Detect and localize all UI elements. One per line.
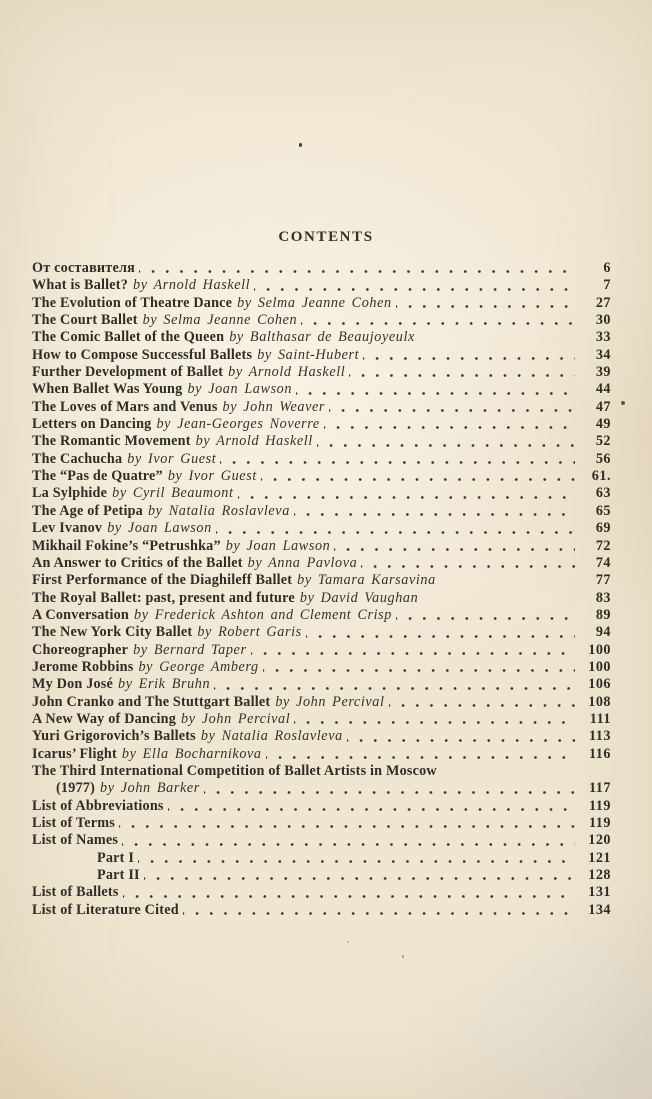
toc-entry-page-number: 33 — [595, 329, 611, 346]
toc-entry-title: An Answer to Critics of the Ballet — [32, 554, 243, 571]
toc-entry-page-number: 106 — [588, 676, 611, 693]
toc-entry-author: by Anna Pavlova — [247, 554, 358, 571]
toc-row — [32, 399, 611, 416]
dot-leader — [254, 277, 575, 294]
toc-row — [32, 520, 611, 537]
dot-leader — [296, 381, 575, 398]
toc-entry-title: The Court Ballet — [32, 312, 138, 329]
toc-entry-page-number: 113 — [589, 728, 611, 745]
dot-leader — [389, 694, 575, 711]
toc-row — [32, 295, 611, 312]
toc-entry-title: Choreographer — [32, 641, 129, 658]
toc-entry-author: by George Amberg — [138, 658, 259, 675]
toc-entry-page-number: 47 — [595, 398, 611, 415]
toc-entry-page-number: 100 — [588, 641, 611, 658]
toc-row — [32, 555, 611, 572]
toc-row — [32, 746, 611, 763]
toc-entry-title: The Comic Ballet of the Queen — [32, 329, 225, 346]
toc-entry-title: A New Way of Dancing — [32, 710, 177, 727]
dot-leader — [251, 642, 575, 659]
toc-entry-author: by Arnold Haskell — [133, 277, 251, 294]
dot-leader — [306, 624, 575, 641]
toc-entry-page-number: 27 — [595, 294, 611, 311]
dot-leader — [123, 884, 575, 901]
dot-leader — [238, 485, 575, 502]
toc-entry-author: by John Percival — [275, 693, 385, 710]
toc-row — [32, 468, 611, 485]
toc-entry-author: by Saint-Hubert — [257, 346, 360, 363]
toc-entry-page-number: 108 — [588, 693, 611, 710]
toc-row — [32, 902, 611, 919]
toc-entry-page-number: 94 — [595, 624, 611, 641]
toc-entry-page-number: 63 — [595, 485, 611, 502]
toc-entry-page-number: 83 — [595, 589, 611, 606]
toc-entry-author: by Ivor Guest — [127, 450, 217, 467]
dot-leader — [144, 867, 575, 884]
toc-entry-page-number: 52 — [595, 433, 611, 450]
toc-row — [32, 451, 611, 468]
toc-entry-author: by Tamara Karsavina — [297, 572, 436, 589]
toc-entry-title: От составителя — [32, 260, 136, 276]
toc-entry-title: When Ballet Was Young — [32, 381, 183, 398]
dot-leader — [119, 815, 575, 832]
toc-entry-page-number: 134 — [588, 901, 611, 918]
dot-leader — [263, 659, 575, 676]
toc-entry-title: The Royal Ballet: past, present and future — [32, 589, 295, 606]
toc-row — [32, 538, 611, 555]
toc-row — [32, 364, 611, 381]
dot-leader — [139, 260, 575, 277]
dot-leader — [347, 728, 575, 745]
dot-leader — [363, 347, 575, 364]
dot-leader — [361, 555, 575, 572]
toc-entry-title: John Cranko and The Stuttgart Ballet — [32, 693, 271, 710]
toc-entry-title: The Loves of Mars and Venus — [32, 398, 218, 415]
toc-entry-page-number: 77 — [595, 572, 611, 589]
toc-row — [32, 312, 611, 329]
toc-row — [32, 798, 611, 815]
toc-row — [32, 659, 611, 676]
dot-leader — [441, 763, 575, 780]
toc-entry-title: The Cachucha — [32, 450, 123, 467]
toc-entry-page-number: 111 — [589, 710, 611, 727]
toc-entry-title: A Conversation — [32, 606, 129, 623]
toc-entry-page-number: 72 — [595, 537, 611, 554]
toc-entry-page-number: 65 — [595, 502, 611, 519]
toc-entry-title: How to Compose Successful Ballets — [32, 346, 253, 363]
toc-entry-title: Icarus’ Flight — [32, 745, 117, 762]
toc-entry-page-number: 89 — [595, 606, 611, 623]
toc-entry-page-number: 56 — [595, 450, 611, 467]
toc-entry-page-number: 117 — [589, 780, 611, 797]
toc-entry-author: by Jean-Georges Noverre — [156, 416, 320, 433]
dot-leader — [440, 572, 575, 589]
toc-entry-page-number: 121 — [588, 849, 611, 866]
toc-row — [32, 728, 611, 745]
toc-entry-author: by Natalia Roslavleva — [147, 502, 290, 519]
scan-speck — [299, 143, 302, 147]
toc-entry-author: by John Barker — [100, 780, 200, 797]
toc-entry-page-number: 44 — [595, 381, 611, 398]
toc-entry-author: by Selma Jeanne Cohen — [142, 312, 298, 329]
toc-entry-title: First Performance of the Diaghileff Ballet — [32, 572, 293, 589]
toc-row — [32, 867, 611, 884]
scan-speck — [621, 401, 625, 405]
toc-entry-author: by Erik Bruhn — [118, 676, 211, 693]
toc-entry-page-number: 30 — [595, 312, 611, 329]
toc-entry-author: by Joan Lawson — [187, 381, 293, 398]
toc-row — [32, 433, 611, 450]
dot-leader — [294, 711, 575, 728]
toc-row — [32, 624, 611, 641]
toc-row — [32, 763, 611, 780]
dot-leader — [419, 329, 575, 346]
toc-entry-title: (1977) — [56, 780, 96, 797]
toc-entry-author: by Selma Jeanne Cohen — [237, 294, 392, 311]
toc-entry-title: The Third International Competition of Ballet Artists in Moscow — [32, 762, 437, 779]
dot-leader — [168, 798, 575, 815]
toc-entry-page-number: 116 — [589, 745, 611, 762]
dot-leader — [214, 676, 575, 693]
dot-leader — [422, 590, 575, 607]
toc-entry-title: Part II — [97, 867, 140, 884]
toc-entry-author: by Balthasar de Beaujoyeulx — [229, 329, 415, 346]
toc-entry-author: by John Percival — [181, 710, 291, 727]
toc-entry-title: What is Ballet? — [32, 277, 129, 294]
toc-row — [32, 416, 611, 433]
toc-entry-author: by Robert Garis — [197, 624, 302, 641]
scan-speck — [347, 941, 349, 943]
toc-entry-page-number: 7 — [603, 277, 611, 294]
toc-entry-title: My Don José — [32, 676, 114, 693]
toc-row — [32, 642, 611, 659]
dot-leader — [122, 832, 575, 849]
toc-row — [32, 884, 611, 901]
toc-entry-page-number: 74 — [595, 554, 611, 571]
toc-row — [32, 676, 611, 693]
toc-entry-author: by Ella Bocharnikova — [121, 745, 262, 762]
toc-row — [32, 572, 611, 589]
dot-leader — [183, 902, 575, 919]
toc-entry-title: List of Abbreviations — [32, 797, 164, 814]
toc-row — [32, 590, 611, 607]
toc-entry-page-number: 6 — [603, 260, 611, 276]
dot-leader — [317, 433, 575, 450]
toc-row — [32, 832, 611, 849]
dot-leader — [396, 607, 575, 624]
dot-leader — [329, 399, 575, 416]
toc-entry-author: by Arnold Haskell — [195, 433, 313, 450]
toc-entry-author: by Joan Lawson — [107, 520, 212, 537]
toc-entry-title: Part I — [97, 849, 135, 866]
toc-entry-title: The Age of Petipa — [32, 502, 143, 519]
toc-entry-page-number: 131 — [588, 884, 611, 901]
toc-row — [32, 329, 611, 346]
toc-entry-title: The “Pas de Quatre” — [32, 468, 163, 485]
dot-leader — [334, 538, 575, 555]
toc-row — [32, 485, 611, 502]
toc-entry-page-number: 119 — [589, 797, 611, 814]
toc-row — [32, 277, 611, 294]
dot-leader — [349, 364, 575, 381]
toc-entry-title: Yuri Grigorovich’s Ballets — [32, 728, 196, 745]
dot-leader — [396, 295, 575, 312]
toc-entry-author: by John Weaver — [222, 398, 326, 415]
toc-entry-page-number: 49 — [595, 416, 611, 433]
toc-entry-page-number: 120 — [588, 832, 611, 849]
toc-row — [32, 260, 611, 277]
toc-entry-title: The Romantic Movement — [32, 433, 191, 450]
toc-entry-author: by Joan Lawson — [225, 537, 331, 554]
toc-entry-author: by Natalia Roslavleva — [200, 728, 343, 745]
toc-entry-page-number: 100 — [588, 658, 611, 675]
toc-row — [32, 815, 611, 832]
dot-leader — [301, 312, 575, 329]
dot-leader — [216, 520, 575, 537]
toc-entry-title: The Evolution of Theatre Dance — [32, 294, 233, 311]
toc-entry-title: List of Literature Cited — [32, 901, 179, 918]
toc-entry-page-number: 34 — [595, 346, 611, 363]
toc-entry-title: Jerome Robbins — [32, 658, 134, 675]
toc-entry-author: by Cyril Beaumont — [112, 485, 234, 502]
toc-entry-page-number: 39 — [595, 364, 611, 381]
toc-row — [32, 607, 611, 624]
toc-entry-title: List of Names — [32, 832, 119, 849]
toc-entry-title: Mikhail Fokine’s “Petrushka” — [32, 537, 221, 554]
toc-row — [32, 850, 611, 867]
toc-row — [32, 503, 611, 520]
toc-row — [32, 711, 611, 728]
toc-row — [32, 780, 611, 797]
dot-leader — [138, 850, 575, 867]
toc-entry-author: by Bernard Taper — [133, 641, 247, 658]
toc-entry-title: Lev Ivanov — [32, 520, 103, 537]
toc-entry-title: List of Terms — [32, 815, 115, 831]
toc-entry-title: Letters on Dancing — [32, 416, 152, 433]
toc-row — [32, 347, 611, 364]
table-of-contents — [32, 260, 611, 919]
toc-entry-author: by Frederick Ashton and Clement Crisp — [134, 606, 392, 623]
toc-row — [32, 694, 611, 711]
dot-leader — [220, 451, 575, 468]
dot-leader — [266, 746, 575, 763]
toc-entry-author: by Ivor Guest — [167, 468, 257, 485]
toc-entry-title: List of Ballets — [32, 884, 119, 901]
toc-entry-page-number: 61. — [591, 468, 611, 485]
scan-speck — [402, 955, 404, 958]
toc-entry-title: The New York City Ballet — [32, 624, 193, 641]
toc-row — [32, 381, 611, 398]
toc-entry-author: by David Vaughan — [299, 589, 419, 606]
dot-leader — [324, 416, 575, 433]
dot-leader — [294, 503, 575, 520]
contents-heading: CONTENTS — [278, 229, 374, 245]
toc-entry-page-number: 128 — [588, 867, 611, 884]
toc-entry-title: Further Development of Ballet — [32, 364, 224, 381]
toc-entry-title: La Sylphide — [32, 485, 108, 502]
toc-entry-page-number: 119 — [589, 815, 611, 831]
toc-entry-page-number: 69 — [595, 520, 611, 537]
dot-leader — [261, 468, 575, 485]
dot-leader — [204, 780, 575, 797]
toc-entry-author: by Arnold Haskell — [228, 364, 346, 381]
